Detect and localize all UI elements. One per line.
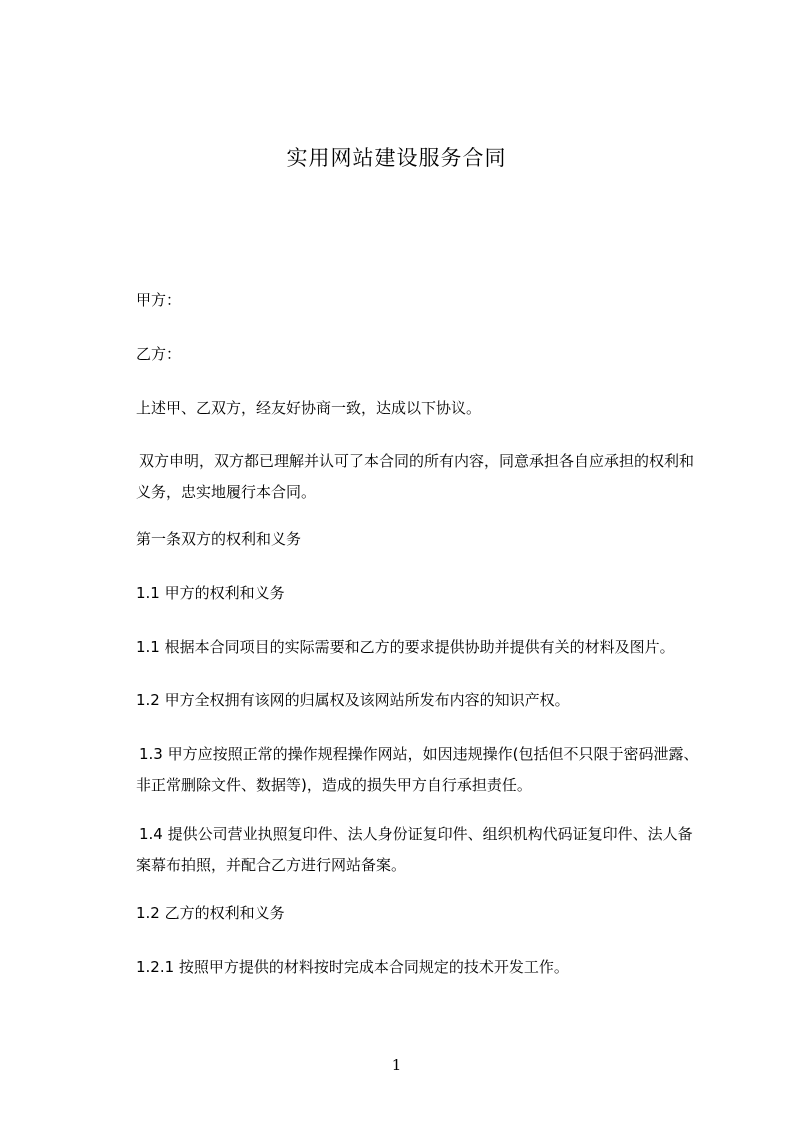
clause-1-4: 1.4 提供公司营业执照复印件、法人身份证复印件、组织机构代码证复印件、法人备案幕布拍照，并配合乙方进行网站备案。 bbox=[136, 825, 693, 874]
section-1-2-heading: 1.2 乙方的权利和义务 bbox=[136, 904, 285, 922]
clause-1-2-1: 1.2.1 按照甲方提供的材料按时完成本合同规定的技术开发工作。 bbox=[136, 958, 569, 976]
clause-1-2: 1.2 甲方全权拥有该网的归属权及该网站所发布内容的知识产权。 bbox=[136, 691, 570, 709]
agreement-intro: 上述甲、乙双方，经友好协商一致，达成以下协议。 bbox=[136, 399, 482, 417]
page-number: 1 bbox=[391, 1056, 402, 1074]
clause-1-1: 1.1 根据本合同项目的实际需要和乙方的要求提供协助并提供有关的材料及图片。 bbox=[136, 638, 675, 656]
clause-1-3: 1.3 甲方应按照正常的操作规程操作网站，如因违规操作(包括但不只限于密码泄露、非正常删除文件、数据等)，造成的损失甲方自行承担责任。 bbox=[136, 745, 699, 794]
section-1-1-heading: 1.1 甲方的权利和义务 bbox=[136, 584, 285, 602]
declaration-paragraph: 双方申明，双方都已理解并认可了本合同的所有内容，同意承担各自应承担的权利和义务，忠实地履行本合同。 bbox=[136, 452, 695, 501]
party-b-line: 乙方： bbox=[136, 345, 182, 363]
contract-title: 实用网站建设服务合同 bbox=[286, 146, 507, 170]
article-1-heading: 第一条双方的权利和义务 bbox=[136, 530, 302, 548]
party-a-line: 甲方： bbox=[136, 291, 182, 309]
